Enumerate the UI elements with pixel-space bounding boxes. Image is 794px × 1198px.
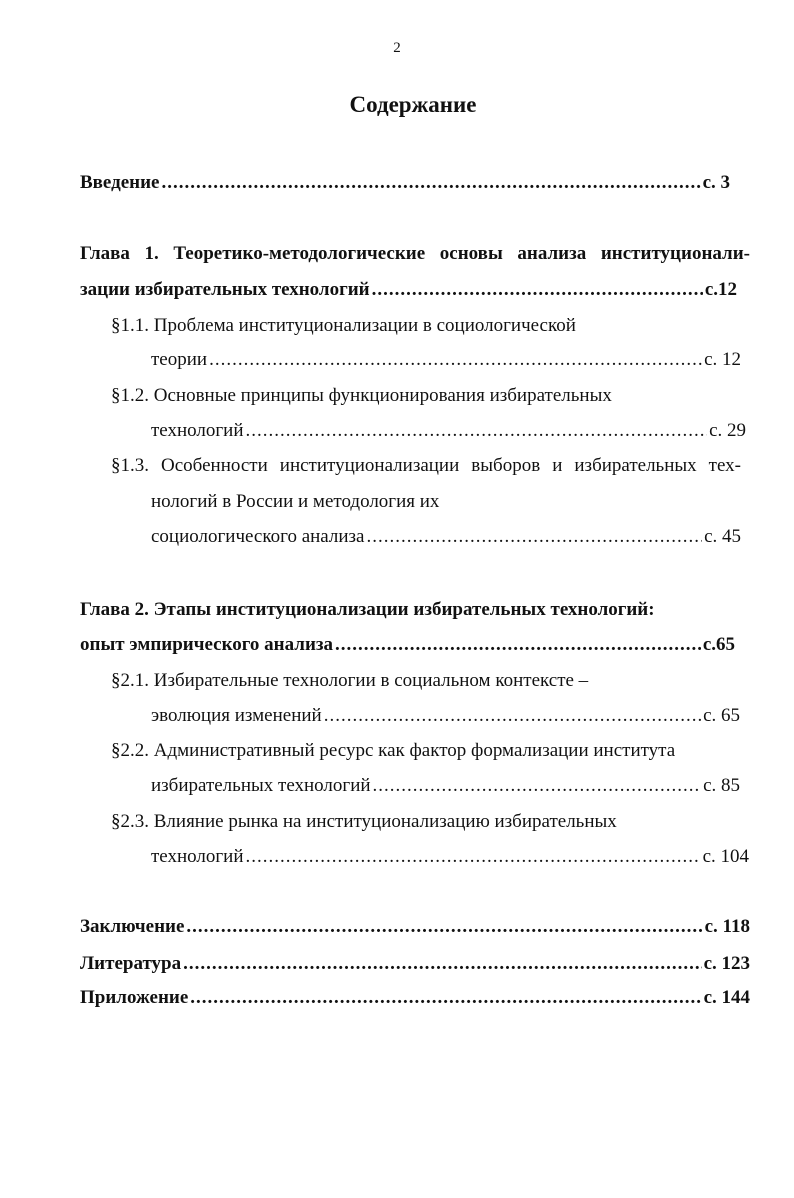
chapter1-heading[interactable] — [80, 240, 750, 268]
section-1-3-title-continued — [151, 488, 439, 516]
toc-entry-page: с. 3 — [702, 172, 730, 193]
section-label: §1.1. Проблема институционализации в социологической — [111, 315, 576, 336]
toc-entry-label: избирательных технологий — [151, 775, 371, 796]
toc-entry-label: опыт эмпирического анализа — [80, 634, 334, 655]
chapter2-heading-line1: Глава 2. Этапы институционализации избирательных технологий: — [80, 599, 655, 620]
section-label: §2.3. Влияние рынка на институционализацию избирательных — [111, 811, 617, 832]
dot-leader — [186, 913, 702, 941]
toc-entry-label: социологического анализа — [151, 526, 365, 547]
dot-leader — [324, 702, 701, 730]
toc-entry-page: с. 45 — [704, 526, 741, 547]
toc-entry-page: с.12 — [704, 279, 737, 300]
dot-leader — [209, 346, 702, 374]
section-2-1-title[interactable] — [111, 667, 588, 695]
section-label: §2.1. Избирательные технологии в социальном контексте – — [111, 670, 589, 691]
section-1-3-title[interactable] — [111, 452, 741, 480]
toc-entry-chapter2[interactable] — [80, 631, 735, 659]
section-label: §2.2. Административный ресурс как фактор формализации института — [111, 740, 676, 761]
toc-entry-page: с. 104 — [702, 846, 749, 867]
toc-entry-label: эволюция изменений — [151, 705, 322, 726]
toc-entry-page: с. 65 — [703, 705, 740, 726]
toc-entry-section-2-3[interactable] — [151, 843, 749, 871]
dot-leader — [183, 950, 701, 978]
chapter2-heading[interactable] — [80, 596, 655, 624]
dot-leader — [335, 631, 701, 659]
toc-entry-label: технологий — [151, 420, 244, 441]
toc-entry-section-2-1[interactable] — [151, 702, 740, 730]
dot-leader — [373, 772, 702, 800]
chapter1-heading-line1: Глава 1. Теоретико-методологические основы анализа институционали- — [80, 243, 750, 264]
toc-entry-section-1-1[interactable] — [151, 346, 741, 374]
dot-leader — [366, 523, 702, 551]
dot-leader — [162, 169, 701, 197]
toc-entry-appendix[interactable] — [80, 984, 750, 1012]
section-2-3-title[interactable] — [111, 808, 617, 836]
toc-entry-page: с. 12 — [704, 349, 741, 370]
section-2-2-title[interactable] — [111, 737, 675, 765]
section-label: §1.3. Особенности институционализации выборов и избирательных тех- — [111, 455, 741, 476]
toc-entry-introduction[interactable] — [80, 169, 730, 197]
toc-entry-section-2-2[interactable] — [151, 772, 740, 800]
dot-leader — [190, 984, 701, 1012]
toc-entry-section-1-3[interactable] — [151, 523, 741, 551]
toc-entry-conclusion[interactable] — [80, 913, 750, 941]
toc-entry-label: зации избирательных технологий — [80, 279, 370, 300]
toc-entry-page: с.65 — [702, 634, 735, 655]
toc-entry-page: с. 123 — [703, 953, 750, 974]
dot-leader — [246, 417, 708, 445]
section-1-1-title[interactable] — [111, 312, 576, 340]
toc-entry-page: с. 144 — [703, 987, 750, 1008]
section-label: §1.2. Основные принципы функционирования избирательных — [111, 385, 612, 406]
toc-entry-label: Литература — [80, 953, 182, 974]
toc-entry-literature[interactable] — [80, 950, 750, 978]
section-1-2-title[interactable] — [111, 382, 612, 410]
toc-entry-page: с. 118 — [704, 916, 750, 937]
toc-entry-section-1-2[interactable] — [151, 417, 746, 445]
page-title: Содержание — [349, 92, 477, 117]
toc-entry-label: Приложение — [80, 987, 189, 1008]
toc-entry-label: технологий — [151, 846, 244, 867]
toc-entry-label: Заключение — [80, 916, 185, 937]
dot-leader — [372, 276, 703, 304]
toc-entry-page: с. 29 — [709, 420, 746, 441]
page-number: 2 — [393, 40, 401, 56]
section-label-continued: нологий в России и методология их — [151, 491, 440, 512]
toc-entry-label: теории — [151, 349, 208, 370]
toc-entry-chapter1[interactable] — [80, 276, 737, 304]
toc-entry-label: Введение — [80, 172, 160, 193]
dot-leader — [246, 843, 701, 871]
toc-entry-page: с. 85 — [703, 775, 740, 796]
